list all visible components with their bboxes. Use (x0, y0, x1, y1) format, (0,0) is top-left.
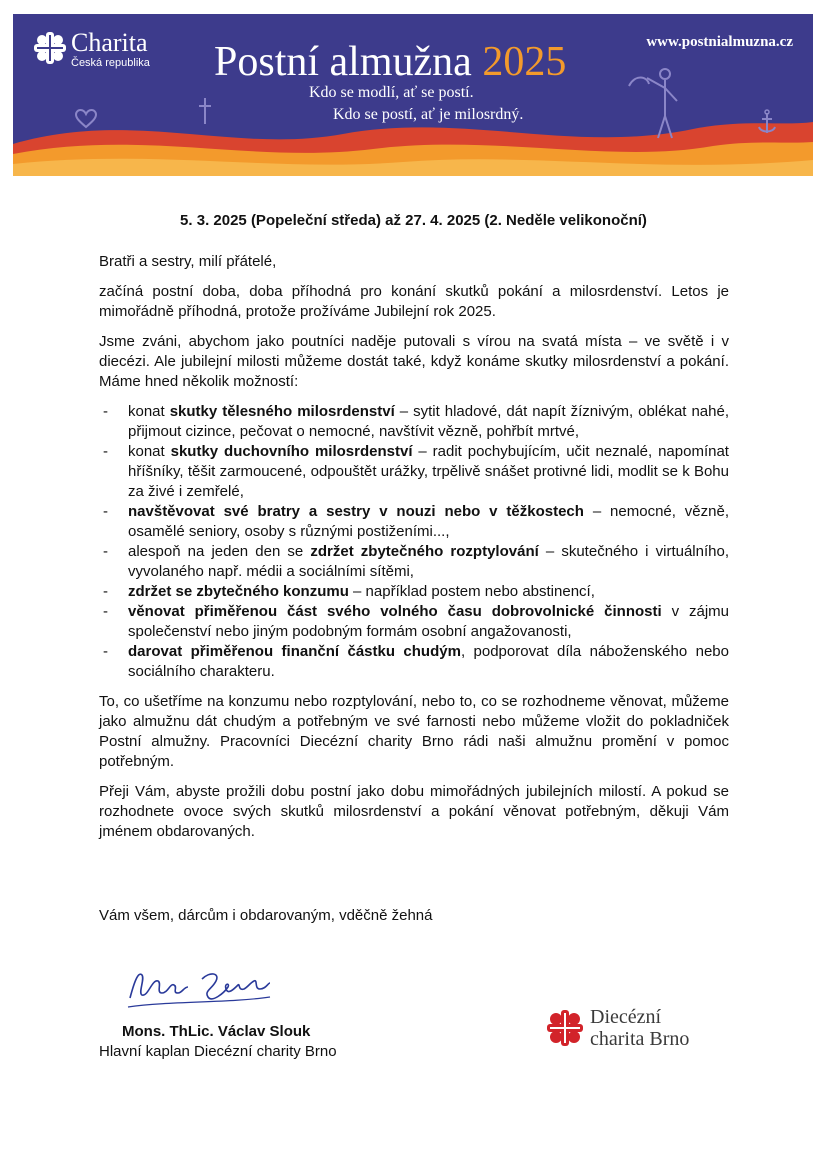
list-bullet: - (103, 603, 108, 620)
list-item: - alespoň na jeden den se zdržet zbytečného rozptylování – skutečného i virtuálního, vyvolaného např. médii a sociálními sítěmi, (103, 543, 729, 580)
handwritten-signature (120, 953, 280, 1018)
logo-line-2: charita Brno (590, 1028, 690, 1050)
list-item: - darovat přiměřenou finanční částku chudým, podporovat díla náboženského nebo sociálního charakteru. (103, 643, 729, 680)
campaign-title (214, 38, 566, 86)
campaign-year: 2025 (482, 39, 567, 85)
charita-name: Charita (71, 28, 148, 57)
pilgrim-figure-icon (625, 66, 685, 141)
paragraph-1: začíná postní doba, doba příhodná pro konání skutků pokání a milosrdenství. Letos je mimořádně příhodná, protože prožíváme Jubilejní rok 2025. (99, 283, 729, 320)
list-item: - konat skutky duchovního milosrdenství – radit pochybujícím, učit neznalé, napomínat hříšníky, těšit zarmoucené, odpouštět urážky, trpělivě snášet protivné lidi, modlit se k Bohu za živé i zemřelé, (103, 443, 729, 500)
signer-role: Hlavní kaplan Diecézní charity Brno (99, 1043, 337, 1060)
list-bullet: - (103, 403, 108, 420)
letter-body (99, 252, 729, 852)
paragraph-2: Jsme zváni, abychom jako poutníci naděje putovali s vírou na svatá místa – ve světě i v diecézi. Ale jubilejní milosti můžeme dostát také, když konáme skutky milosrdenství a pokání. Máme hned několik možností: (99, 333, 729, 390)
cross-outline-icon (197, 96, 213, 126)
list-item: - konat skutky tělesného milosrdenství – sytit hladové, dát napít žíznivým, oblékat nahé, přijmout cizince, pečovat o nemocné, navštívit vězně, pohřbít mrtvé, (103, 403, 729, 440)
list-bullet: - (103, 443, 108, 460)
paragraph-4: Přeji Vám, abyste prožili dobu postní jako dobu mimořádných jubilejních milostí. A pokud se rozhodnete ovoce svých skutků milosrdenství a pokání věnovat potřebným, děkuji Vám jménem obdarovaných. (99, 783, 729, 840)
closing-line: Vám všem, dárcům i obdarovaným, vděčně žehná (99, 907, 433, 924)
campaign-banner (13, 14, 813, 176)
signer-name: Mons. ThLic. Václav Slouk (122, 1023, 311, 1040)
date-heading: 5. 3. 2025 (Popeleční středa) až 27. 4. 2025 (2. Neděle velikonoční) (180, 212, 647, 229)
heart-icon (75, 109, 97, 129)
list-bullet: - (103, 643, 108, 660)
diecezni-charita-logo (546, 1006, 689, 1050)
charita-cross-icon (33, 31, 67, 65)
charita-cross-red-icon (546, 1009, 584, 1047)
list-bullet: - (103, 583, 108, 600)
list-item: - zdržet se zbytečného konzumu – například postem nebo abstinencí, (103, 583, 595, 600)
campaign-title-text: Postní almužna (214, 39, 472, 85)
list-item: - navštěvovat své bratry a sestry v nouzi nebo v těžkostech – nemocné, vězně, osamělé seniory, osoby s různými postiženími..., (103, 503, 729, 540)
greeting: Bratři a sestry, milí přátelé, (99, 253, 277, 270)
logo-line-1: Diecézní (590, 1006, 662, 1028)
charita-logo (33, 28, 150, 70)
list-item: - věnovat přiměřenou část svého volného času dobrovolnické činnosti v zájmu společenství nebo jiným podobným formám osobní angažovanosti, (103, 603, 729, 640)
anchor-icon (757, 109, 777, 137)
charita-subtitle: Česká republika (71, 57, 150, 69)
list-bullet: - (103, 503, 108, 520)
options-list (99, 402, 729, 682)
paragraph-3: To, co ušetříme na konzumu nebo rozptylování, nebo to, co se rozhodneme věnovat, můžeme jako almužnu dát chudým a potřebným ve své farnosti nebo můžeme vložit do pokladniček Postní almužny. Pracovníci Diecézní charity Brno rádi naši almužnu promění v pomoc potřebným. (99, 693, 729, 770)
list-bullet: - (103, 543, 108, 560)
motto-line-2: Kdo se postí, ať je milosrdný. (333, 106, 524, 123)
campaign-url: www.postnialmuzna.cz (646, 34, 793, 50)
motto-line-1: Kdo se modlí, ať se postí. (309, 84, 474, 101)
